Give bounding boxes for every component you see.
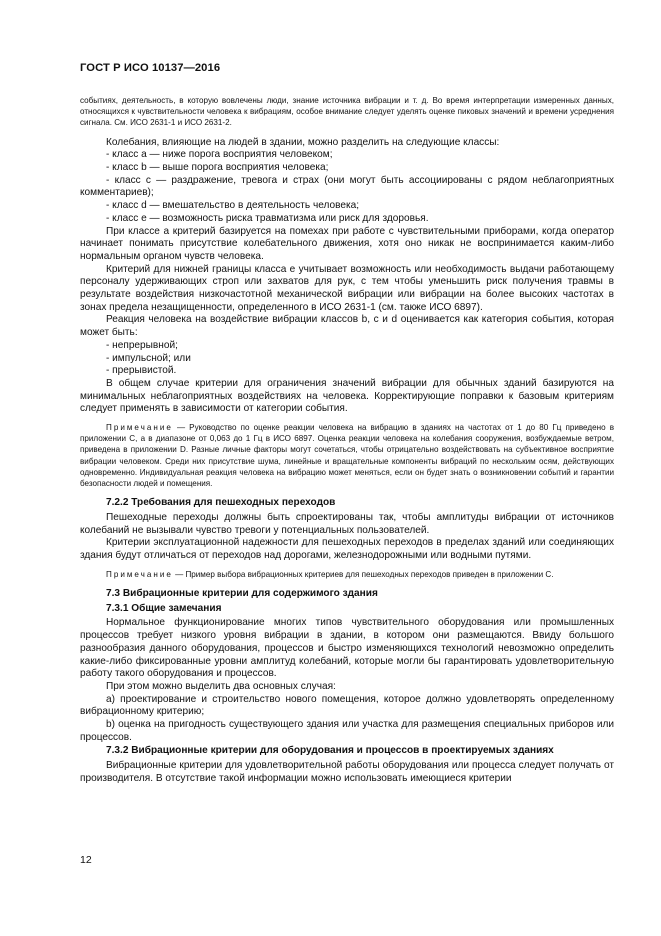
document-header: ГОСТ Р ИСО 10137—2016 [80,62,221,74]
page-number: 12 [80,854,92,866]
case-a: a) проектирование и строительство нового помещения, которое должно удовлетворять определенному вибрационному критерию; [80,693,614,718]
paragraph-class-a: При классе a критерий базируется на помехах при работе с чувствительными приборами, когда оператор начинает понимать присутствие колебательного движения, хотя оно никак не воспринимается каким-либо нормальным органом чувств человека. [80,225,614,262]
case-b: b) оценка на пригодность существующего здания или участка для размещения специальных приборов или процессов. [80,719,614,743]
note-2-label: Примечание [106,569,173,579]
paragraph-manufacturer-criteria: Вибрационные критерии для удовлетворительной работы оборудования или процесса следует получать от производителя. В отсутствие такой информации можно использовать имеющиеся критерии [80,760,614,784]
note-1 [80,422,614,489]
note-2 [80,569,614,580]
paragraph-general-criteria: В общем случае критерии для ограничения значений вибрации для обычных зданий базируются на минимальных неблагоприятных воздействиях на человека. Корректирующие поправки к базовым критериям следует применять в зависимости от категории события. [80,377,614,415]
class-item-a: - класс a — ниже порога восприятия человеком; [106,149,333,161]
section-heading-7-2-2: 7.2.2 Требования для пешеходных переходов [106,497,336,509]
event-type-impulse: - импульсной; или [106,352,191,364]
note-1-label: Примечание [106,423,173,433]
section-heading-7-3-2: 7.3.2 Вибрационные критерии для оборудования и процессов в проектируемых зданиях [106,745,554,757]
note-2-text: — Пример выбора вибрационных критериев для пешеходных переходов приведен в приложении C. [172,569,554,579]
class-item-c: - класс c — раздражение, тревога и страх (они могут быть ассоциированы с рядом неблагоприятных комментариев); [80,174,614,199]
paragraph-classes-intro: Колебания, влияющие на людей в здании, можно разделить на следующие классы: [106,136,500,148]
paragraph-footbridges: Пешеходные переходы должны быть спроектированы так, чтобы амплитуды вибрации от источников колебаний не вызывали чувство тревоги у потенциальных пользователей. [80,512,614,536]
class-item-d: - класс d — вмешательство в деятельность человека; [106,200,360,212]
document-page [80,62,614,786]
paragraph-footbridges-reliability: Критерии эксплуатационной надежности для пешеходных переходов в пределах зданий или соединяющих здания будут отличаться от переходов над дорогами, железнодорожными или водными путями. [80,537,614,562]
paragraph-two-cases: При этом можно выделить два основных случая: [106,680,336,692]
section-heading-7-3-1: 7.3.1 Общие замечания [106,602,222,614]
paragraph-sensitive-equipment: Нормальное функционирование многих типов чувствительного оборудования или промышленных процессов требует низкого уровня вибрации в здании, в котором они размещаются. Ввиду большого разнообразия данного оборудования, процессов и быстро изменяющихся технологий невозможно определить какие-либо фиксированные уровни амплитуд колебаний, которые могли бы гарантировать удовлетворительную работу такого оборудования и процессов. [80,617,614,680]
note-1-text: — Руководство по оценке реакции человека на вибрацию в зданиях на частотах от 1 до 80 Гц приведено в приложении C, а в диапазоне от 0,063 до 1 Гц в ИСО 6897. Оценка реакции человека на колебания сооружения, возбуждаемые ветром, приведена в приложении D. Разные личные факторы могут сочетаться, чтобы отрицательно воздействовать на субъективное восприятие вибрации человеком. Среди них присутствие шума, линейные и вращательные компоненты вибраций по нескольким осям, действующих одновременно. Индивидуальная реакция человека на вибрацию может меняться, если он будет знать о возникновении событий и гарантии безопасности людей и помещения. [80,423,614,489]
event-type-continuous: - непрерывной; [106,339,178,351]
paragraph-reaction: Реакция человека на воздействие вибрации классов b, c и d оценивается как категория события, которая может быть: [80,314,614,339]
event-type-intermittent: - прерывистой. [106,365,177,377]
intro-note: событиях, деятельность, в которую вовлечены люди, знание источника вибрации и т. д. Во время интерпретации измеренных данных, относящихся к чувствительности человека к вибрациям, особое внимание следует уделять оценке пиковых значений и времени усреднения сигнала. См. ИСО 2631-1 и ИСО 2631-2. [80,96,614,128]
paragraph-class-e: Критерий для нижней границы класса e учитывает возможность или необходимость выдачи работающему персоналу удерживающих строп или захватов для рук, с тем чтобы уменьшить риск получения травмы в результате воздействия низкочастотной механической вибрации или вибрации на более высоких частотах в зонах предела незащищенности, определенного в ИСО 2631-1 (см. также ИСО 6897). [80,263,614,313]
class-item-e: - класс e — возможность риска травматизма или риск для здоровья. [106,212,429,224]
section-heading-7-3: 7.3 Вибрационные критерии для содержимого здания [106,588,378,600]
class-item-b: - класс b — выше порога восприятия человека; [106,162,329,174]
